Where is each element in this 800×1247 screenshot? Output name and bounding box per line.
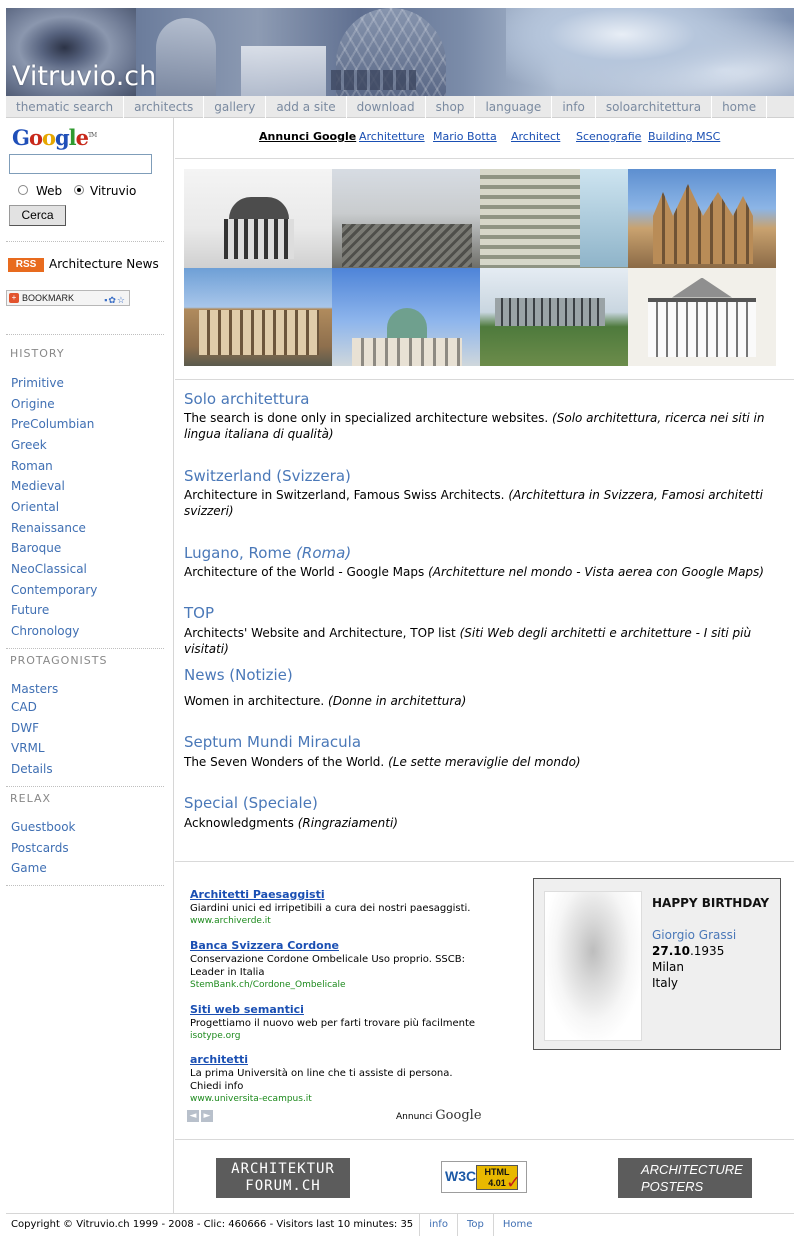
annunci-google-footer[interactable]: Annunci Google bbox=[396, 1108, 482, 1123]
sidebar-link-medieval[interactable]: Medieval bbox=[11, 479, 65, 493]
text-ad bbox=[190, 939, 480, 990]
text-ad-url[interactable]: www.universita-ecampus.it bbox=[190, 1094, 312, 1104]
text-ad-title[interactable]: Architetti Paesaggisti bbox=[190, 888, 325, 901]
w3c-html-401-badge[interactable]: W3C HTML 4.01 ✓ bbox=[441, 1161, 527, 1193]
bookmark-label: BOOKMARK bbox=[22, 293, 75, 303]
gallery-thumb-palazzo[interactable] bbox=[184, 268, 332, 367]
ad-link-building-msc[interactable]: Building MSC bbox=[648, 130, 721, 143]
sidebar-link-vrml[interactable]: VRML bbox=[11, 741, 45, 755]
section-divider bbox=[175, 1139, 794, 1140]
sidebar-link-masters[interactable]: Masters bbox=[11, 682, 59, 696]
ad-pagination bbox=[187, 1110, 213, 1122]
topic-desc-septum-mundi: The Seven Wonders of the World. (Le sette meraviglie del mondo) bbox=[184, 755, 581, 769]
text-ad-body: La prima Università on line che ti assiste di persona. Chiedi info bbox=[190, 1068, 453, 1092]
topic-title-switzerland[interactable]: Switzerland (Svizzera) bbox=[184, 467, 351, 485]
bookmark-plus-icon: + bbox=[9, 293, 19, 303]
banner-palace-image bbox=[241, 46, 326, 96]
sidebar-link-oriental[interactable]: Oriental bbox=[11, 500, 60, 514]
text-ad bbox=[190, 888, 480, 926]
birthday-date: 27.10.1935 bbox=[652, 944, 725, 958]
sidebar-link-future[interactable]: Future bbox=[11, 603, 50, 617]
gallery-thumb-dome-church[interactable] bbox=[332, 268, 480, 367]
text-ad-title[interactable]: Siti web semantici bbox=[190, 1003, 304, 1016]
nav-architects[interactable]: architects bbox=[124, 96, 204, 118]
text-ad-url[interactable]: isotype.org bbox=[190, 1031, 241, 1041]
text-ad-body: Conservazione Cordone Ombelicale Uso proprio. SSCB: Leader in Italia bbox=[190, 954, 465, 978]
nav-home[interactable]: home bbox=[712, 96, 767, 118]
topic-title-lugano-rome[interactable]: Lugano, Rome (Roma) bbox=[184, 544, 352, 562]
topic-title-solo-architettura[interactable]: Solo architettura bbox=[184, 390, 310, 408]
nav-info[interactable]: info bbox=[552, 96, 596, 118]
text-ad-body: Giardini unici ed irripetibili a cura dei nostri paesaggisti. bbox=[190, 903, 471, 914]
sidebar-link-dwf[interactable]: DWF bbox=[11, 721, 40, 735]
gallery-thumb-rotunda[interactable] bbox=[184, 169, 332, 268]
sidebar-divider bbox=[6, 786, 164, 787]
text-ad bbox=[190, 1053, 480, 1104]
sidebar-link-postcards[interactable]: Postcards bbox=[11, 841, 69, 855]
sidebar-link-game[interactable]: Game bbox=[11, 861, 47, 875]
sidebar-divider bbox=[6, 241, 164, 242]
topic-title-news[interactable]: News (Notizie) bbox=[184, 666, 293, 684]
sidebar-link-primitive[interactable]: Primitive bbox=[11, 376, 64, 390]
sidebar-link-chronology[interactable]: Chronology bbox=[11, 624, 80, 638]
ad-link-architetture[interactable]: Architetture bbox=[359, 130, 425, 143]
sidebar-link-roman[interactable]: Roman bbox=[11, 459, 53, 473]
ad-link-architect[interactable]: Architect bbox=[511, 130, 561, 143]
sidebar-link-guestbook[interactable]: Guestbook bbox=[11, 820, 76, 834]
radio-vitruvio-label: Vitruvio bbox=[90, 184, 137, 198]
text-ad bbox=[190, 1003, 480, 1041]
architecture-posters-logo[interactable]: ARCHITECTURE POSTERS bbox=[618, 1158, 752, 1198]
search-input[interactable] bbox=[9, 154, 152, 174]
nav-add-a-site[interactable]: add a site bbox=[266, 96, 346, 118]
sidebar-link-greek[interactable]: Greek bbox=[11, 438, 47, 452]
top-navigation bbox=[6, 96, 794, 118]
banner-windows-image bbox=[331, 70, 416, 90]
copyright-text: Copyright © Vitruvio.ch 1999 - 2008 - Clic: 460666 - Visitors last 10 minutes: 35 bbox=[11, 1219, 414, 1230]
sidebar-link-neoclassical[interactable]: NeoClassical bbox=[11, 562, 87, 576]
text-ad-title[interactable]: Banca Svizzera Cordone bbox=[190, 939, 339, 952]
gallery-thumb-modern-house[interactable] bbox=[332, 169, 480, 268]
left-sidebar bbox=[6, 118, 174, 1213]
site-title[interactable]: Vitruvio.ch bbox=[12, 61, 157, 92]
sidebar-link-origine[interactable]: Origine bbox=[11, 397, 55, 411]
sidebar-link-baroque[interactable]: Baroque bbox=[11, 541, 62, 555]
birthday-box bbox=[533, 878, 781, 1050]
architektur-forum-logo[interactable]: ARCHITEKTUR FORUM.CH bbox=[216, 1158, 350, 1198]
nav-soloarchitettura[interactable]: soloarchitettura bbox=[596, 96, 712, 118]
footer-link-home[interactable]: Home bbox=[493, 1214, 542, 1236]
topic-desc-special: Acknowledgments (Ringraziamenti) bbox=[184, 816, 398, 830]
nav-download[interactable]: download bbox=[347, 96, 426, 118]
annunci-google-label[interactable]: Annunci Google bbox=[259, 130, 357, 143]
text-ad-url[interactable]: www.archiverde.it bbox=[190, 916, 271, 926]
search-button[interactable]: Cerca bbox=[9, 205, 66, 226]
bookmark-button[interactable] bbox=[6, 290, 130, 306]
gallery-thumb-facade[interactable] bbox=[480, 169, 628, 268]
sidebar-link-contemporary[interactable]: Contemporary bbox=[11, 583, 98, 597]
sidebar-link-cad[interactable]: CAD bbox=[11, 700, 37, 714]
ad-next-icon[interactable]: ► bbox=[201, 1110, 213, 1122]
nav-thematic-search[interactable]: thematic search bbox=[6, 96, 124, 118]
architecture-photo-gallery bbox=[184, 169, 776, 366]
birthday-architect-name[interactable]: Giorgio Grassi bbox=[652, 928, 737, 942]
section-divider bbox=[175, 379, 794, 380]
sidebar-link-renaissance[interactable]: Renaissance bbox=[11, 521, 86, 535]
sidebar-divider bbox=[6, 885, 164, 886]
birthday-title: HAPPY BIRTHDAY bbox=[652, 896, 770, 910]
nav-shop[interactable]: shop bbox=[426, 96, 476, 118]
gallery-thumb-cathedral[interactable] bbox=[628, 169, 776, 268]
rss-icon[interactable]: RSS bbox=[8, 258, 44, 272]
google-tm: TM bbox=[88, 132, 97, 139]
google-logo: Google™ bbox=[12, 125, 97, 150]
ad-prev-icon[interactable]: ◄ bbox=[187, 1110, 199, 1122]
text-ad-body: Progettiamo il nuovo web per farti trovare più facilmente bbox=[190, 1018, 476, 1029]
page-footer bbox=[6, 1213, 794, 1235]
relax-heading: RELAX bbox=[10, 792, 52, 805]
text-ad-title[interactable]: architetti bbox=[190, 1053, 248, 1066]
google-ad-links-bar bbox=[175, 118, 794, 159]
topic-title-septum-mundi[interactable]: Septum Mundi Miracula bbox=[184, 733, 362, 751]
topic-desc-news: Women in architecture. (Donne in architettura) bbox=[184, 694, 467, 708]
topic-title-special[interactable]: Special (Speciale) bbox=[184, 794, 318, 812]
footer-link-info[interactable]: info bbox=[419, 1214, 457, 1236]
topic-desc-solo-architettura: The search is done only in specialized architecture websites. (Solo architettura, ricerca nei siti in lingua italiana di qualità) bbox=[184, 411, 765, 441]
topic-desc-lugano-rome: Architecture of the World - Google Maps (Architetture nel mondo - Vista aerea con Google Maps) bbox=[184, 565, 764, 579]
text-ad-url[interactable]: StemBank.ch/Cordone_Ombelicale bbox=[190, 980, 346, 990]
ad-link-scenografie[interactable]: Scenografie bbox=[576, 130, 642, 143]
radio-web-label: Web bbox=[36, 184, 63, 198]
gallery-thumb-engraving[interactable] bbox=[628, 268, 776, 367]
sidebar-divider bbox=[6, 334, 164, 335]
birthday-country: Italy bbox=[652, 976, 679, 990]
architect-portrait bbox=[544, 891, 642, 1041]
topic-desc-top: Architects' Website and Architecture, TOP list (Siti Web degli architetti e architetture - I siti più visitati) bbox=[184, 626, 752, 656]
ad-link-mario-botta[interactable]: Mario Botta bbox=[433, 130, 497, 143]
rss-architecture-news-link[interactable]: Architecture News bbox=[49, 257, 159, 271]
sidebar-link-precolumbian[interactable]: PreColumbian bbox=[11, 417, 95, 431]
protagonists-heading: PROTAGONISTS bbox=[10, 654, 108, 667]
radio-vitruvio[interactable] bbox=[74, 185, 84, 195]
birthday-city: Milan bbox=[652, 960, 684, 974]
gallery-thumb-pavilion[interactable] bbox=[480, 268, 628, 367]
nav-language[interactable]: language bbox=[475, 96, 552, 118]
history-heading: HISTORY bbox=[10, 347, 65, 360]
radio-web[interactable] bbox=[18, 185, 28, 195]
banner-sky-image bbox=[506, 8, 794, 96]
nav-gallery[interactable]: gallery bbox=[204, 96, 266, 118]
share-icons: ▪✿☆ bbox=[104, 295, 126, 305]
sidebar-link-details[interactable]: Details bbox=[11, 762, 53, 776]
topic-desc-switzerland: Architecture in Switzerland, Famous Swiss Architects. (Architettura in Svizzera, Famosi architetti svizzeri) bbox=[184, 488, 763, 518]
header-banner bbox=[6, 8, 794, 96]
banner-dome-image bbox=[156, 18, 216, 96]
footer-link-top[interactable]: Top bbox=[457, 1214, 493, 1236]
checkmark-icon: ✓ bbox=[506, 1172, 522, 1193]
topic-title-top[interactable]: TOP bbox=[184, 604, 215, 622]
section-divider bbox=[175, 861, 794, 862]
sidebar-divider bbox=[6, 648, 164, 649]
